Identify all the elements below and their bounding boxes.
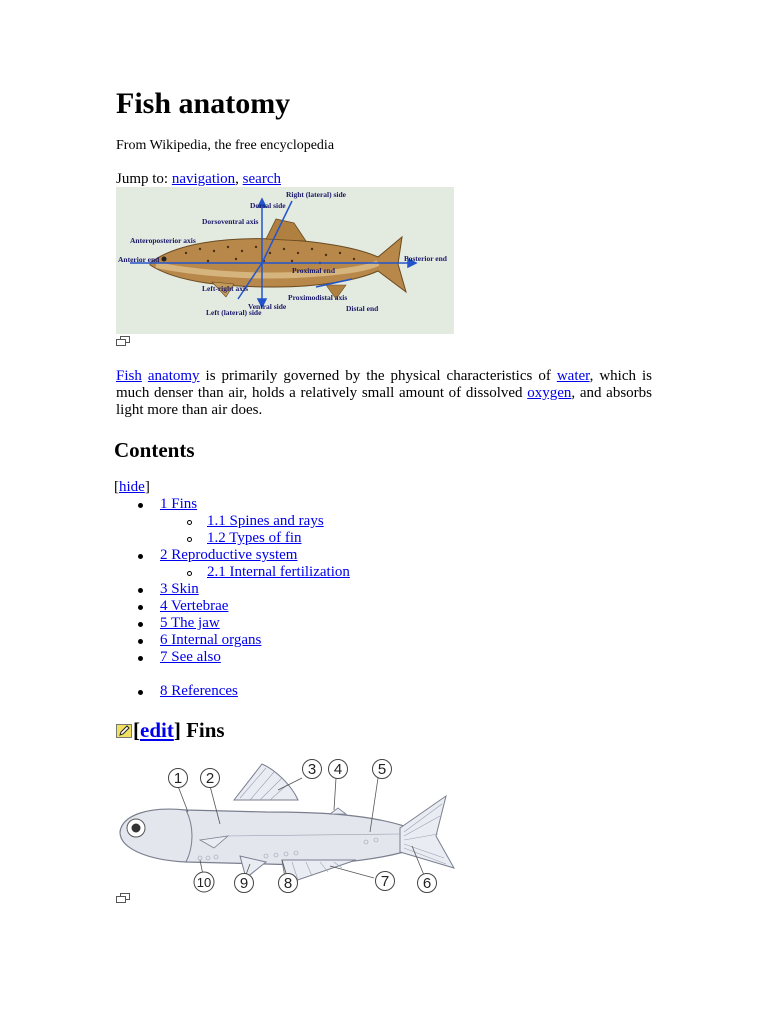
toc-item-fins[interactable]: 1 Fins <box>160 496 198 512</box>
intro-text: is primarily governed by the physical characteristics of <box>199 368 557 384</box>
intro-text: , which is much denser than air, holds a relatively small amount of dissolved <box>116 368 652 401</box>
toc-item-references[interactable]: 8 References <box>160 683 238 699</box>
jump-to-line <box>116 170 281 188</box>
toc-item-see-also[interactable]: 7 See also <box>160 649 221 665</box>
bullet <box>138 639 143 644</box>
left-side-label: Left (lateral) side <box>206 308 262 317</box>
edit-fins-link[interactable]: edit <box>140 718 174 742</box>
toc-item-internal-fertilization[interactable]: 2.1 Internal fertilization <box>207 564 350 580</box>
anteroposterior-axis-label: Anteroposterior axis <box>130 236 196 245</box>
intro-text: , and absorbs light more than air does. <box>116 385 652 418</box>
proximodistal-axis-label: Proximodistal axis <box>288 293 348 302</box>
bullet <box>138 605 143 610</box>
hide-toc-link[interactable]: hide <box>119 479 145 495</box>
callout-7: 7 <box>380 873 390 890</box>
toc-item-internal-organs[interactable]: 6 Internal organs <box>160 632 262 648</box>
jump-to-label: Jump to: <box>116 171 172 187</box>
callout-10: 10 <box>196 875 212 890</box>
fins-section-heading <box>116 716 225 744</box>
left-right-axis-label: Left-right axis <box>202 284 249 293</box>
bracket: [ <box>114 479 119 495</box>
water-link[interactable]: water <box>556 368 590 384</box>
proximal-end-label: Proximal end <box>292 266 335 275</box>
bullet <box>138 690 143 695</box>
anterior-end-label: Anterior end <box>118 255 160 264</box>
tagline: From Wikipedia, the free encyclopedia <box>116 138 335 153</box>
enlarge-icon[interactable] <box>116 893 130 903</box>
page-title: Fish anatomy <box>116 87 291 120</box>
sub-bullet <box>187 571 192 576</box>
navigation-link[interactable]: navigation <box>171 171 236 187</box>
callout-1: 1 <box>173 770 183 787</box>
intro-paragraph <box>116 368 652 419</box>
enlarge-icon[interactable] <box>116 336 130 346</box>
toc-toggle <box>114 479 150 496</box>
bracket: ] <box>144 479 150 495</box>
bullet <box>138 503 143 508</box>
bullet <box>138 656 143 661</box>
dorsoventral-axis-label: Dorsoventral axis <box>202 217 259 226</box>
contents-heading: Contents <box>114 438 195 462</box>
dorsal-side-label: Dorsal side <box>250 201 286 210</box>
sub-bullet <box>187 520 192 525</box>
oxygen-link[interactable]: oxygen <box>527 385 572 401</box>
bullet <box>138 554 143 559</box>
distal-end-label: Distal end <box>346 304 379 313</box>
ventral-side-label: Ventral side <box>248 302 287 311</box>
bullet <box>138 622 143 627</box>
fish-link[interactable]: Fish <box>116 368 142 384</box>
search-link[interactable]: search <box>242 171 281 187</box>
callout-9: 9 <box>239 875 249 892</box>
toc-item-skin[interactable]: 3 Skin <box>160 581 199 597</box>
fish-anatomy-axes-image[interactable] <box>116 187 454 334</box>
jump-to-separator: , <box>235 171 243 187</box>
right-side-label: Right (lateral) side <box>286 190 346 199</box>
bracket: [ <box>133 718 140 742</box>
callout-8: 8 <box>283 875 293 892</box>
section-title: Fins <box>186 718 225 742</box>
callout-2: 2 <box>205 770 215 787</box>
toc-item-spines-and-rays[interactable]: 1.1 Spines and rays <box>207 513 324 529</box>
toc-item-reproductive-system[interactable]: 2 Reproductive system <box>160 547 298 563</box>
bracket: ] <box>173 718 187 742</box>
edit-pencil-icon <box>116 724 132 738</box>
bullet <box>138 588 143 593</box>
toc-item-vertebrae[interactable]: 4 Vertebrae <box>160 598 229 614</box>
fish-fins-diagram-image[interactable] <box>116 756 456 894</box>
callout-4: 4 <box>333 761 343 778</box>
callout-6: 6 <box>422 875 432 892</box>
posterior-end-label: Posterior end <box>404 254 447 263</box>
anatomy-link[interactable]: anatomy <box>147 368 200 384</box>
callout-3: 3 <box>307 761 317 778</box>
callout-5: 5 <box>377 761 387 778</box>
sub-bullet <box>187 537 192 542</box>
toc-item-types-of-fin[interactable]: 1.2 Types of fin <box>207 530 302 546</box>
toc-item-the-jaw[interactable]: 5 The jaw <box>160 615 220 631</box>
